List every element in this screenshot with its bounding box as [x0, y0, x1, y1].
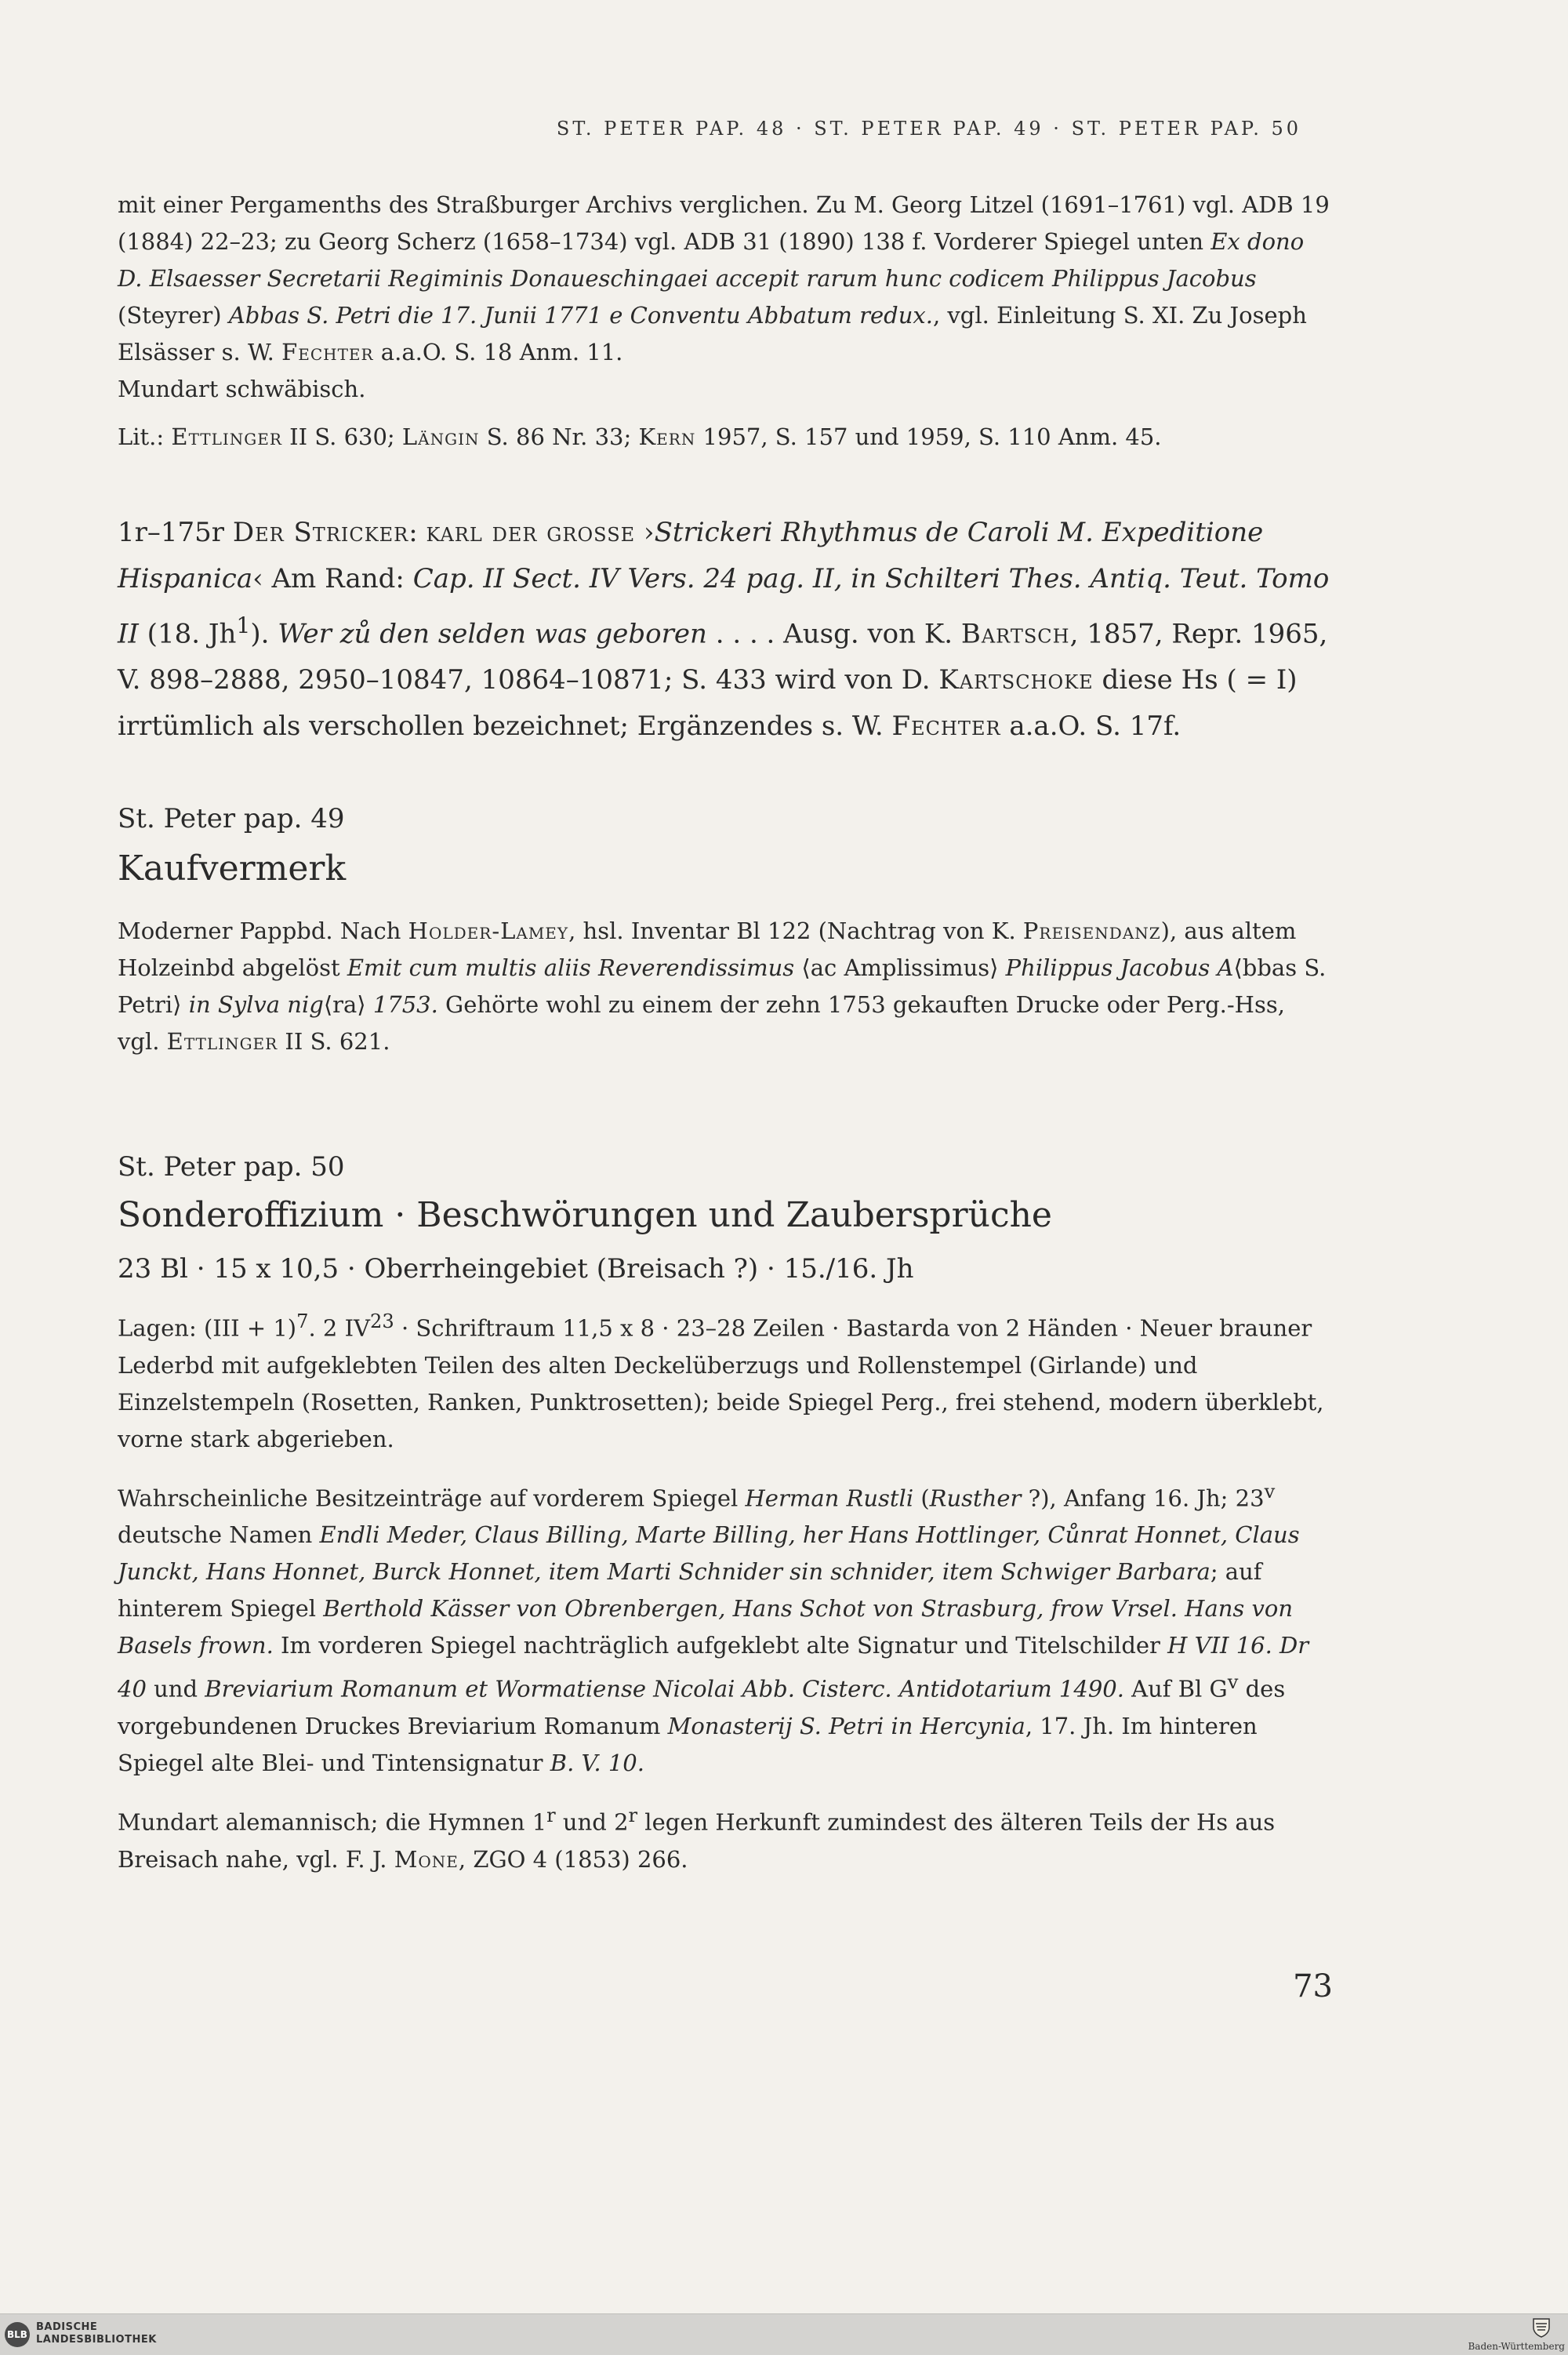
- pap50-signature: St. Peter pap. 50: [118, 1151, 345, 1183]
- baden-wuerttemberg-label: Baden-Württemberg: [1468, 2341, 1565, 2352]
- pap48-content: [118, 510, 1333, 750]
- pap48-description: [118, 187, 1333, 456]
- blb-logo-icon[interactable]: BLB: [5, 2322, 30, 2347]
- pap48-mundart: Mundart schwäbisch.: [118, 376, 366, 402]
- pap50-lagen: Lagen: (III + 1)$^7$. 2 $IV^{23}$ · Schriftraum 11,5 x 8 · 23–28 Zeilen · Bastarda von 2 Händen · Neuer brauner Lederbd mit aufgeklebten Teilen des alten Deckelüberzugs und Rollenstempel (Girlande) und Einzelstempeln (Rosetten, Ranken, Punktrosetten); beide Spiegel Perg., frei stehend, modern überklebt, vorne stark abgerieben.: [118, 1310, 1324, 1452]
- page-number: 73: [1293, 1968, 1333, 2004]
- pap49-description: Moderner Pappbd. Nach Holder-Lamey, hsl. Inventar Bl 122 (Nachtrag von K. Preisendanz), aus altem Holzeinbd abgelöst Emit cum multis aliis Reverendissimus ⟨ac Amplissimus⟩ Philippus Jacobus A⟨bbas S. Petri⟩ in Sylva nig⟨ra⟩ 1753. Gehörte wohl zu einem der zehn 1753 gekauften Drucke oder Perg.-Hss, vgl. Ettlinger II S. 621.: [118, 918, 1327, 1055]
- coat-of-arms-icon: [1532, 2317, 1551, 2338]
- library-name[interactable]: BADISCHE LANDESBIBLIOTHEK: [36, 2321, 157, 2346]
- pap50-meta: 23 Bl · 15 x 10,5 · Oberrheingebiet (Breisach ?) · 15./16. Jh: [118, 1253, 914, 1285]
- pap49-section: [118, 801, 1333, 1060]
- pap50-provenance: Wahrscheinliche Besitzeinträge auf vorderem Spiegel Herman Rustli (Rusther ?), Anfang 16. Jh; 23$^v$ deutsche Namen Endli Meder, Claus Billing, Marte Billing, her Hans Hottlinger, Cůnrat Honnet, Claus Junckt, Hans Honnet, Burck Honnet, item Marti Schnider sin schnider, item Schwiger Barbara; auf hinterem Spiegel Berthold Kässer von Obrenbergen, Hans Schot von Strasburg, frow Vrsel. Hans von Basels frown. Im vorderen Spiegel nachträglich aufgeklebt alte Signatur und Titelschilder H VII 16. Dr 40 und Breviarium Romanum et Wormatiense Nicolai Abb. Cisterc. Antidotarium 1490. Auf Bl $G^v$ des vorgebundenen Druckes Breviarium Romanum Monasterij S. Petri in Hercynia, 17. Jh. Im hinteren Spiegel alte Blei- und Tintensignatur B. V. 10.: [118, 1480, 1309, 1776]
- pap50-mundart: Mundart alemannisch; die Hymnen 1$^r$ und 2$^r$ legen Herkunft zumindest des älteren Teils der Hs aus Breisach nahe, vgl. F. J. Mone, ZGO 4 (1853) 266.: [118, 1804, 1276, 1873]
- pap49-title: Kaufvermerk: [118, 849, 347, 889]
- pap48-content-entry: 1r–175r Der Stricker: karl der grosse ›Strickeri Rhythmus de Caroli M. Expeditione Hispanica‹ Am Rand: Cap. II Sect. IV Vers. 24 pag. II, in Schilteri Thes. Antiq. Teut. Tomo II (18. Jh$^1$). Wer zů den selden was geboren . . . . Ausg. von K. Bartsch, 1857, Repr. 1965, V. 898–2888, 2950–10847, 10864–10871; S. 433 wird von D. Kartschoke diese Hs ( = I) irrtümlich als verschollen bezeichnet; Ergänzendes s. W. Fechter a.a.O. S. 17f.: [118, 517, 1330, 743]
- pap50-title: Sonderoffizium · Beschwörungen und Zaubersprüche: [118, 1195, 1052, 1235]
- pap49-signature: St. Peter pap. 49: [118, 803, 345, 834]
- pap50-section: [118, 1150, 1333, 1878]
- pap48-literature: Lit.: Ettlinger II S. 630; Längin S. 86 Nr. 33; Kern 1957, S. 157 und 1959, S. 110 Anm. 45.: [118, 423, 1162, 450]
- pap48-paragraph-1: mit einer Pergamenths des Straßburger Archivs verglichen. Zu M. Georg Litzel (1691–1761) vgl. ADB 19 (1884) 22–23; zu Georg Scherz (1658–1734) vgl. ADB 31 (1890) 138 f. Vorderer Spiegel unten Ex dono D. Elsaesser Secretarii Regiminis Donaueschingaei accepit rarum hunc codicem Philippus Jacobus (Steyrer) Abbas S. Petri die 17. Junii 1771 e Conventu Abbatum redux., vgl. Einleitung S. XI. Zu Joseph Elsässer s. W. Fechter a.a.O. S. 18 Anm. 11.: [118, 191, 1330, 365]
- running-head: ST. PETER PAP. 48 · ST. PETER PAP. 49 · ST. PETER PAP. 50: [556, 118, 1301, 140]
- viewer-footer: [0, 2313, 1568, 2355]
